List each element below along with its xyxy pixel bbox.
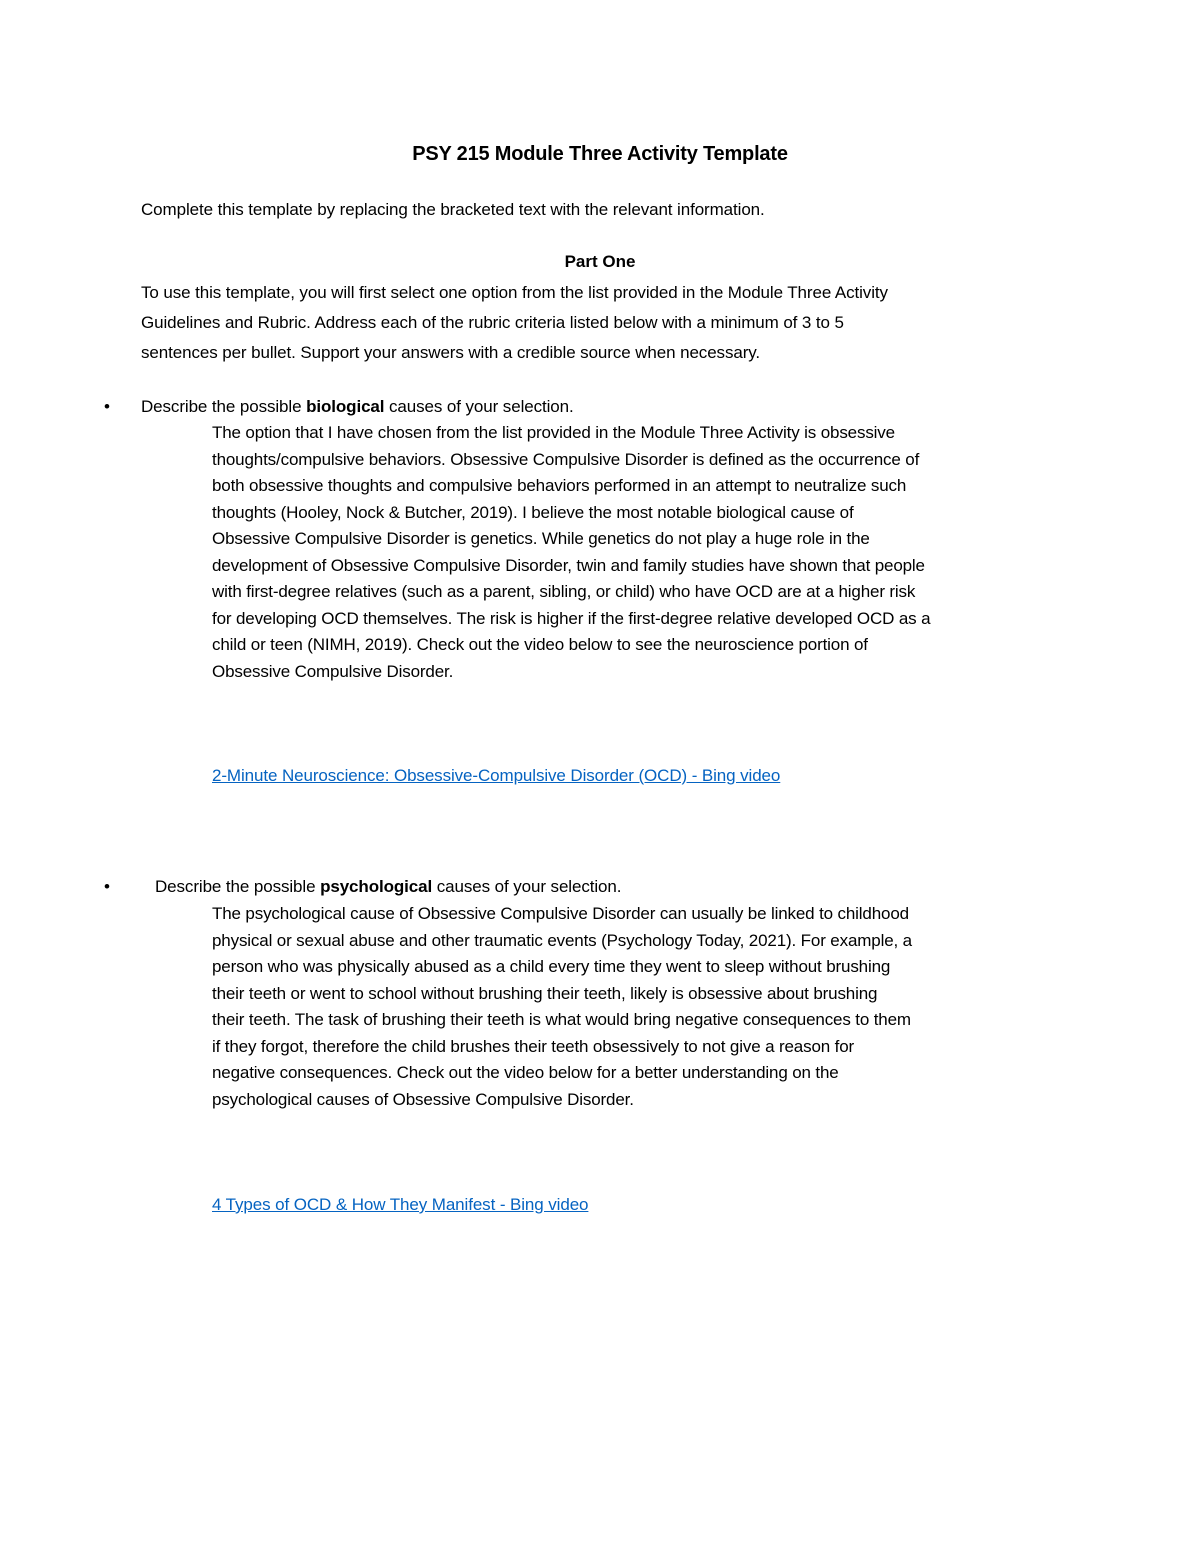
answer-line: psychological causes of Obsessive Compulsive Disorder.: [212, 1089, 634, 1109]
answer-line: The option that I have chosen from the list provided in the Module Three Activity is obsessive: [212, 423, 895, 442]
answer-line: both obsessive thoughts and compulsive behaviors performed in an attempt to neutralize such: [212, 476, 907, 495]
biological-answer: [212, 420, 1062, 685]
document-title: PSY 215 Module Three Activity Template: [412, 143, 788, 165]
psychological-answer: [212, 901, 1062, 1113]
intro-paragraph: [141, 278, 1061, 368]
answer-line: their teeth. The task of brushing their teeth is what would bring negative consequences to them: [212, 1010, 911, 1029]
answer-line: The psychological cause of Obsessive Compulsive Disorder can usually be linked to childhood: [212, 904, 909, 923]
ocd-types-video-link[interactable]: 4 Types of OCD & How They Manifest - Bing video: [212, 1195, 589, 1214]
answer-line: for developing OCD themselves. The risk is higher if the first-degree relative developed OCD as a: [212, 608, 931, 628]
part-one-heading: Part One: [564, 252, 636, 271]
prompt-keyword: psychological: [320, 877, 433, 896]
intro-line: sentences per bullet. Support your answers with a credible source when necessary.: [141, 343, 761, 362]
answer-line: thoughts/compulsive behaviors. Obsessive Compulsive Disorder is defined as the occurrence of: [212, 449, 920, 469]
psychological-prompt: [155, 874, 621, 900]
intro-line: Guidelines and Rubric. Address each of the rubric criteria listed below with a minimum of 3 to 5: [141, 313, 844, 332]
answer-line: Obsessive Compulsive Disorder is genetics. While genetics do not play a huge role in the: [212, 529, 870, 548]
answer-line: child or teen (NIMH, 2019). Check out the video below to see the neuroscience portion of: [212, 635, 868, 654]
answer-line: Obsessive Compulsive Disorder.: [212, 661, 454, 681]
prompt-text: Describe the possible: [141, 397, 307, 416]
bullet-marker: •: [104, 397, 110, 416]
answer-line: their teeth or went to school without brushing their teeth, likely is obsessive about brushing: [212, 983, 878, 1003]
answer-line: development of Obsessive Compulsive Disorder, twin and family studies have shown that people: [212, 555, 925, 575]
biological-prompt: [141, 394, 574, 420]
answer-line: person who was physically abused as a child every time they went to sleep without brushing: [212, 957, 891, 976]
instructions-text: Complete this template by replacing the bracketed text with the relevant information.: [141, 200, 765, 219]
prompt-text: causes of your selection.: [432, 877, 622, 896]
answer-line: thoughts (Hooley, Nock & Butcher, 2019). I believe the most notable biological cause of: [212, 502, 854, 522]
answer-line: physical or sexual abuse and other traumatic events (Psychology Today, 2021). For example, a: [212, 930, 912, 950]
bullet-marker: •: [104, 877, 110, 896]
answer-line: if they forgot, therefore the child brushes their teeth obsessively to not give a reason for: [212, 1036, 855, 1056]
answer-line: with first-degree relatives (such as a parent, sibling, or child) who have OCD are at a higher risk: [212, 582, 916, 601]
prompt-keyword: biological: [306, 397, 385, 416]
prompt-text: causes of your selection.: [384, 397, 574, 416]
answer-line: negative consequences. Check out the video below for a better understanding on the: [212, 1063, 839, 1082]
prompt-text: Describe the possible: [155, 877, 321, 896]
neuroscience-video-link[interactable]: 2-Minute Neuroscience: Obsessive-Compulsive Disorder (OCD) - Bing video: [212, 766, 781, 785]
intro-line: To use this template, you will first select one option from the list provided in the Module Three Activity: [141, 283, 888, 302]
